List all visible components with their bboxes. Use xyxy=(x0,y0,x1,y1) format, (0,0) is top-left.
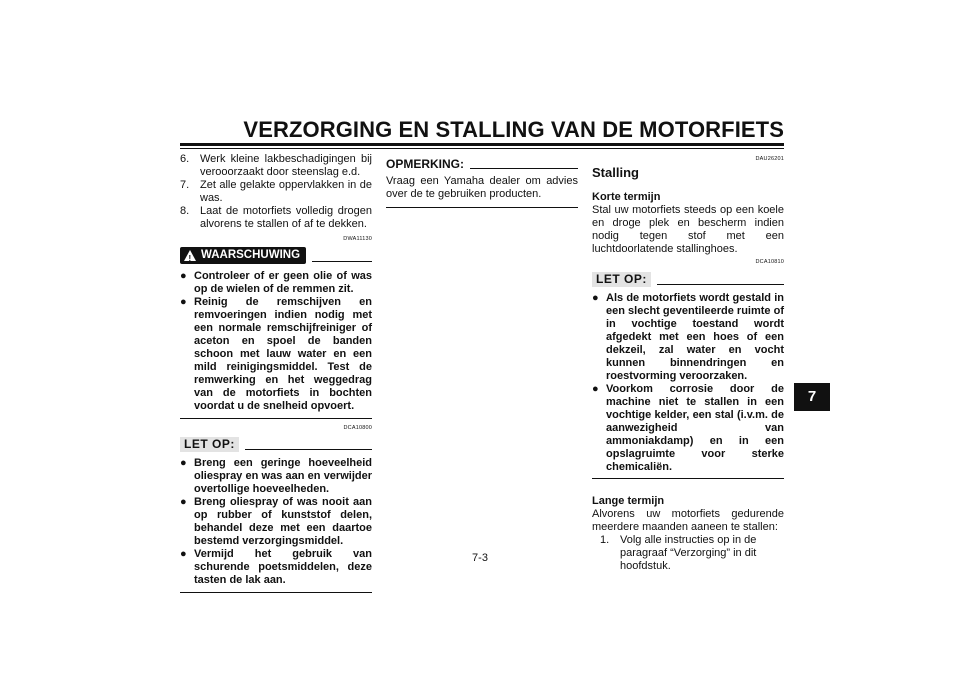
bullet-icon: ● xyxy=(180,496,187,508)
divider xyxy=(386,207,578,208)
list-item xyxy=(180,548,372,587)
bullet-text: Als de motorfiets wordt gestald in een slecht geventileerde ruimte of in vochtige toestand wordt afgedekt met een hoes of een dekzeil, zal water en vocht kunnen binnendringen en roestvorming veroorzaken. xyxy=(606,292,784,382)
middle-column xyxy=(386,158,578,208)
section-title: Stalling xyxy=(592,165,639,180)
divider xyxy=(312,261,372,262)
list-item xyxy=(180,205,372,231)
right-column xyxy=(592,153,784,573)
warning-list xyxy=(180,270,372,413)
caution-list xyxy=(180,457,372,587)
note-header xyxy=(386,158,578,171)
bullet-icon: ● xyxy=(592,292,599,304)
chapter-tab: 7 xyxy=(794,383,830,411)
step-text: Werk kleine lakbeschadigingen bij verooorzaakt door steenslag e.d. xyxy=(200,153,372,178)
warning-icon: ! xyxy=(184,250,196,261)
bullet-icon: ● xyxy=(180,457,187,469)
list-item xyxy=(180,270,372,296)
divider xyxy=(657,284,784,285)
list-item xyxy=(180,496,372,548)
subsection-title: Lange termijn xyxy=(592,495,665,507)
bullet-icon: ● xyxy=(180,270,187,282)
paragraph: Stal uw motorfiets steeds op een koele en droge plek en bescherm indien nodig tegen stof met een luchtdoorlatende stallinghoes. xyxy=(592,204,784,255)
step-text: Zet alle gelakte oppervlakken in de was. xyxy=(200,179,372,204)
bullet-text: Voorkom corrosie door de machine niet te stallen in een vochtige kelder, een stal (i.v.m. de aanwezigheid van ammoniakdamp) en in een opslagruimte voor sterke chemicaliën. xyxy=(606,383,784,473)
step-number: 8. xyxy=(180,205,190,217)
step-text: Volg alle instructies op in de paragraaf “Verzorging” in dit hoofdstuk. xyxy=(620,534,757,572)
list-item xyxy=(180,179,372,205)
section-code: DAU26201 xyxy=(755,156,784,162)
list-item xyxy=(180,296,372,413)
paragraph: Alvorens uw motorfiets gedurende meerdere maanden aaneen te stallen: xyxy=(592,508,784,533)
caution-header xyxy=(592,272,784,287)
warning-label: WAARSCHUWING xyxy=(201,249,301,261)
step-number: 1. xyxy=(600,534,610,546)
caution-label: LET OP: xyxy=(592,272,651,287)
bullet-text: Breng oliespray of was nooit aan op rubber of kunststof delen, behandel deze met een daartoe bestemd verzorgingsmiddel. xyxy=(194,496,372,547)
bullet-text: Vermijd het gebruik van schurende poetsmiddelen, deze tasten de lak aan. xyxy=(194,548,372,586)
bullet-icon: ● xyxy=(592,383,599,395)
warning-code: DWA11130 xyxy=(343,236,372,242)
divider xyxy=(180,592,372,593)
bullet-text: Reinig de remschijven en remvoeringen indien nodig met een normale remschijfreiniger of aceton en spoel de banden schoon met lauw water en een mild reinigingsmiddel. Test de remwerking en het weggedrag van de motorfiets in bochten voordat u de snelheid opvoert. xyxy=(194,296,372,412)
caution-header xyxy=(180,437,372,452)
bullet-icon: ● xyxy=(180,548,187,560)
left-column xyxy=(180,153,372,593)
caution-list xyxy=(592,292,784,474)
caution-label: LET OP: xyxy=(180,437,239,452)
caution-code: DCA10810 xyxy=(755,259,784,265)
caution-code: DCA10800 xyxy=(343,425,372,431)
header-rule-thin xyxy=(180,148,784,149)
page-number: 7-3 xyxy=(472,552,488,564)
divider xyxy=(245,449,372,450)
bullet-text: Controleer of er geen olie of was op de wielen of de remmen zit. xyxy=(194,270,372,295)
bullet-icon: ● xyxy=(180,296,187,308)
note-text: Vraag een Yamaha dealer om advies over de te gebruiken producten. xyxy=(386,175,578,200)
header-rule xyxy=(180,143,784,146)
list-item xyxy=(592,383,784,474)
divider xyxy=(592,478,784,479)
bullet-text: Breng een geringe hoeveelheid oliespray en was aan en verwijder overtollige hoeveelheden. xyxy=(194,457,372,495)
note-label: OPMERKING: xyxy=(386,157,464,171)
warning-header xyxy=(180,247,372,264)
list-item xyxy=(180,153,372,179)
divider xyxy=(180,418,372,419)
page-header-title: VERZORGING EN STALLING VAN DE MOTORFIETS xyxy=(243,117,784,142)
step-text: Laat de motorfiets volledig drogen alvorens te stallen of af te dekken. xyxy=(200,205,372,230)
step-number: 6. xyxy=(180,153,190,165)
divider xyxy=(470,168,578,169)
subsection-title: Korte termijn xyxy=(592,191,661,203)
list-item xyxy=(592,534,784,573)
list-item xyxy=(180,457,372,496)
list-item xyxy=(592,292,784,383)
step-number: 7. xyxy=(180,179,190,191)
warning-badge xyxy=(180,247,306,264)
